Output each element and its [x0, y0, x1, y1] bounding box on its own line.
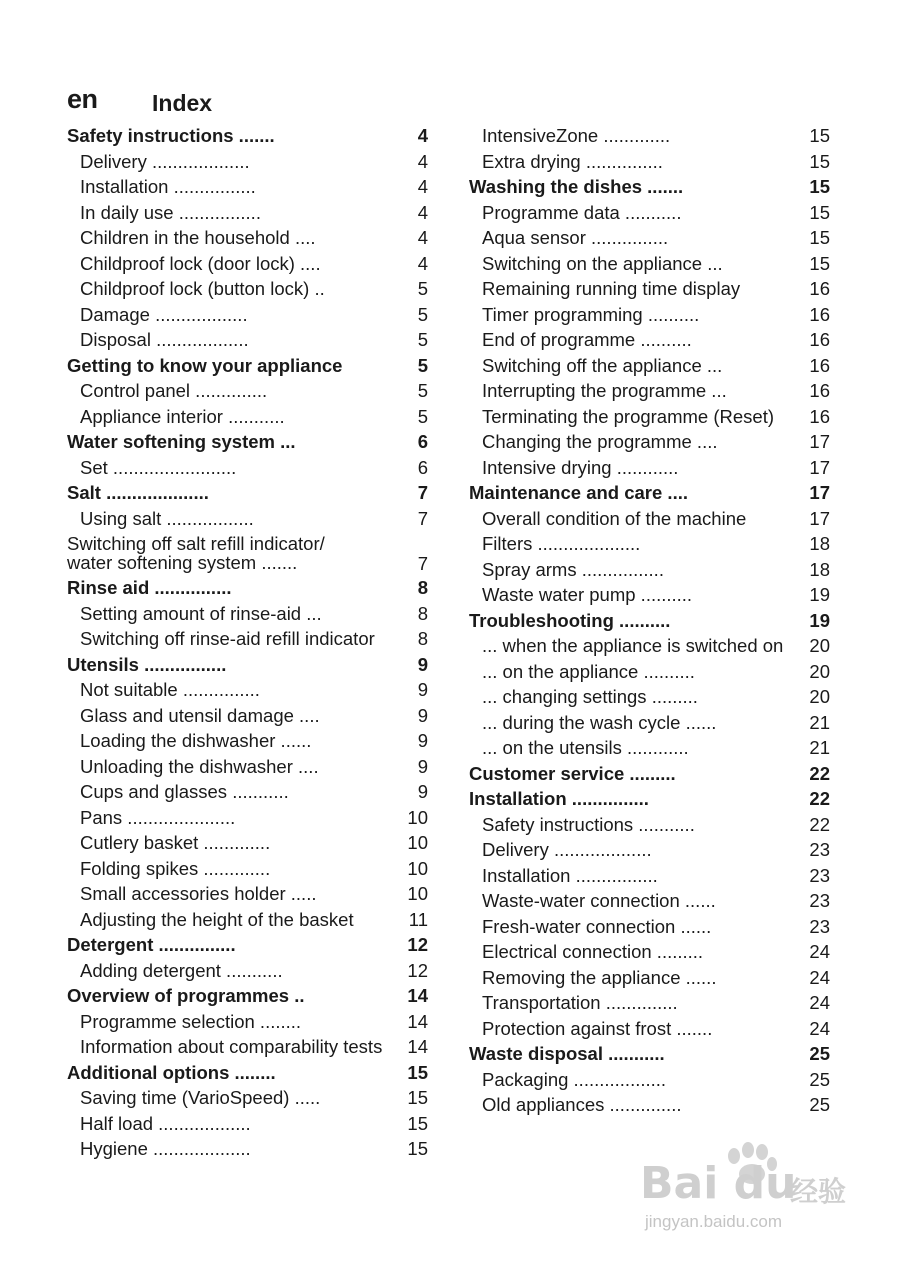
entry-page-number: 4: [417, 176, 428, 197]
entry-label: Aqua sensor ...............: [482, 227, 669, 248]
entry-label: Programme selection ........: [80, 1010, 302, 1032]
index-section-entry: [67, 480, 428, 506]
entry-label: Additional options ........: [67, 1061, 276, 1083]
entry-page-number: 19: [809, 584, 830, 605]
entry-page-number: 14: [407, 1036, 428, 1057]
entry-label: Overview of programmes ..: [67, 985, 305, 1006]
watermark-cn-text: 经验: [790, 1176, 847, 1207]
entry-page-number: 21: [809, 737, 830, 758]
entry-page-number: 5: [417, 303, 428, 325]
entry-label: Childproof lock (door lock) ....: [80, 252, 321, 274]
entry-label: Interrupting the programme ...: [482, 380, 727, 401]
entry-label: Delivery ...................: [482, 839, 652, 860]
entry-page-number: 15: [407, 1061, 428, 1083]
entry-page-number: 10: [407, 806, 428, 828]
entry-page-number: 5: [417, 354, 428, 376]
entry-label: Old appliances ..............: [482, 1094, 682, 1115]
entry-page-number: 19: [809, 609, 830, 631]
entry-label: Intensive drying ............: [482, 456, 679, 478]
index-subentry: [469, 506, 830, 532]
index-section-entry: [67, 123, 428, 149]
entry-label: Programme data ...........: [482, 201, 682, 223]
index-subentry: [67, 276, 428, 302]
index-subentry: [67, 251, 428, 277]
entry-page-number: 17: [809, 456, 830, 478]
entry-page-number: 20: [809, 635, 830, 656]
entry-page-number: 12: [407, 959, 428, 981]
entry-page-number: 9: [417, 653, 428, 675]
entry-label: Installation ................: [80, 176, 256, 197]
entry-label: Children in the household ....: [80, 227, 316, 248]
entry-page-number: 25: [809, 1043, 830, 1064]
entry-page-number: 5: [417, 380, 428, 401]
entry-page-number: 16: [809, 405, 830, 427]
entry-page-number: 21: [809, 711, 830, 733]
entry-label: Installation ................: [482, 864, 658, 886]
index-subentry: [469, 531, 830, 557]
index-subentry: [67, 1111, 428, 1137]
entry-label: Cutlery basket .............: [80, 832, 271, 853]
entry-label: Getting to know your appliance: [67, 354, 343, 376]
entry-label: Rinse aid ...............: [67, 577, 232, 598]
index-subentry: [67, 174, 428, 200]
entry-page-number: 16: [809, 354, 830, 376]
entry-page-number: 24: [809, 941, 830, 962]
entry-page-number: 17: [809, 431, 830, 452]
entry-page-number: 17: [809, 507, 830, 529]
index-subentry: [469, 863, 830, 889]
entry-label: Damage ..................: [80, 303, 248, 325]
entry-page-number: 4: [417, 227, 428, 248]
page-title: Index: [152, 90, 213, 116]
entry-label: ... during the wash cycle ......: [482, 711, 717, 733]
entry-page-number: 4: [417, 201, 428, 223]
entry-label: Adjusting the height of the basket: [80, 908, 354, 930]
index-subentry: [469, 965, 830, 991]
index-subentry: [469, 1092, 830, 1118]
index-subentry: [67, 830, 428, 856]
entry-page-number: 23: [809, 839, 830, 860]
entry-page-number: 6: [417, 456, 428, 478]
entry-label: Protection against frost .......: [482, 1017, 713, 1039]
index-section-entry: [67, 932, 428, 958]
index-section-entry: [67, 652, 428, 678]
entry-page-number: 22: [809, 788, 830, 809]
entry-label: Glass and utensil damage ....: [80, 704, 320, 726]
index-section-entry: [469, 786, 830, 812]
entry-label: Electrical connection .........: [482, 941, 704, 962]
entry-label: Safety instructions .......: [67, 125, 275, 146]
entry-page-number: 8: [417, 628, 428, 649]
entry-page-number: 24: [809, 966, 830, 988]
entry-page-number: 25: [809, 1068, 830, 1090]
index-subentry: [469, 149, 830, 175]
entry-page-number: 10: [407, 857, 428, 879]
entry-page-number: 15: [809, 125, 830, 146]
entry-label: Remaining running time display: [482, 278, 741, 299]
index-subentry: [67, 907, 428, 933]
entry-label: Appliance interior ...........: [80, 405, 285, 427]
entry-label: Extra drying ...............: [482, 150, 663, 172]
entry-page-number: 9: [417, 704, 428, 726]
index-subentry: [469, 837, 830, 863]
index-subentry: [67, 302, 428, 328]
entry-label: Washing the dishes .......: [469, 176, 684, 197]
index-subentry: [67, 601, 428, 627]
index-subentry: [469, 888, 830, 914]
index-column-left: [67, 123, 428, 1162]
entry-page-number: 18: [809, 533, 830, 554]
entry-label: IntensiveZone .............: [482, 125, 671, 146]
index-column-right: [469, 123, 830, 1118]
entry-label: Terminating the programme (Reset): [482, 405, 774, 427]
entry-label: Switching off rinse-aid refill indicator: [80, 628, 375, 649]
entry-page-number: 25: [809, 1094, 830, 1115]
entry-page-number: 8: [417, 602, 428, 624]
index-subentry: [67, 728, 428, 754]
entry-label: ... changing settings .........: [482, 686, 698, 707]
entry-page-number: 4: [417, 125, 428, 146]
entry-page-number: 15: [809, 176, 830, 197]
index-subentry: [469, 404, 830, 430]
entry-page-number: 9: [417, 730, 428, 751]
entry-label: Packaging ..................: [482, 1068, 667, 1090]
entry-page-number: 20: [809, 686, 830, 707]
index-subentry: [67, 378, 428, 404]
index-subentry: [67, 1136, 428, 1162]
entry-label: ... on the appliance ..........: [482, 660, 695, 682]
entry-label: ... on the utensils ............: [482, 737, 689, 758]
entry-label: Half load ..................: [80, 1112, 251, 1134]
entry-page-number: 15: [407, 1087, 428, 1108]
entry-page-number: 10: [407, 832, 428, 853]
index-section-entry: [67, 983, 428, 1009]
entry-label: Changing the programme ....: [482, 431, 718, 452]
index-section-entry: [469, 480, 830, 506]
entry-label: Switching off the appliance ...: [482, 354, 723, 376]
entry-page-number: 15: [407, 1112, 428, 1134]
index-subentry: [67, 881, 428, 907]
entry-page-number: 14: [407, 1010, 428, 1032]
index-subentry: [469, 353, 830, 379]
entry-page-number: 16: [809, 380, 830, 401]
entry-label: Disposal ..................: [80, 329, 249, 350]
index-subentry: [469, 812, 830, 838]
index-section-entry: [469, 1041, 830, 1067]
index-subentry: [469, 123, 830, 149]
entry-page-number: 4: [417, 150, 428, 172]
entry-label: Childproof lock (button lock) ..: [80, 278, 325, 299]
index-subentry: [469, 557, 830, 583]
entry-page-number: 6: [417, 431, 428, 452]
index-subentry: [67, 626, 428, 652]
entry-label: Troubleshooting ..........: [469, 609, 671, 631]
index-subentry: [469, 659, 830, 685]
index-subentry: [67, 754, 428, 780]
entry-label: Switching off salt refill indicator/ water softening system .......: [67, 533, 325, 573]
entry-page-number: 18: [809, 558, 830, 580]
index-subentry: [67, 1085, 428, 1111]
index-subentry: [67, 1009, 428, 1035]
entry-label: ... when the appliance is switched on: [482, 635, 784, 656]
entry-page-number: 15: [407, 1138, 428, 1159]
entry-label: Loading the dishwasher ......: [80, 730, 312, 751]
entry-page-number: 24: [809, 992, 830, 1013]
entry-page-number: 23: [809, 890, 830, 911]
entry-label: Fresh-water connection ......: [482, 915, 712, 937]
entry-label: Delivery ...................: [80, 150, 250, 172]
entry-page-number: 16: [809, 329, 830, 350]
index-subentry: [469, 276, 830, 302]
index-subentry: [67, 455, 428, 481]
index-section-entry: [67, 429, 428, 455]
index-subentry: [469, 378, 830, 404]
entry-page-number: 17: [809, 482, 830, 503]
index-subentry: [469, 429, 830, 455]
entry-page-number: 7: [417, 553, 428, 574]
entry-label: Filters ....................: [482, 533, 641, 554]
entry-page-number: 16: [809, 278, 830, 299]
entry-page-number: 5: [417, 278, 428, 299]
entry-page-number: 23: [809, 864, 830, 886]
index-section-entry: [67, 353, 428, 379]
language-code: en: [67, 84, 98, 114]
entry-label: Using salt .................: [80, 507, 254, 529]
entry-label: Removing the appliance ......: [482, 966, 717, 988]
entry-page-number: 9: [417, 755, 428, 777]
entry-label: Maintenance and care ....: [469, 482, 688, 503]
index-subentry: [469, 251, 830, 277]
entry-label: Safety instructions ...........: [482, 813, 695, 835]
index-subentry: [67, 225, 428, 251]
index-subentry: [67, 703, 428, 729]
index-subentry: [67, 856, 428, 882]
entry-label: Setting amount of rinse-aid ...: [80, 602, 322, 624]
entry-label: Spray arms ................: [482, 558, 664, 580]
index-section-entry: [469, 174, 830, 200]
entry-page-number: 20: [809, 660, 830, 682]
index-subentry: [67, 805, 428, 831]
index-subentry: [469, 684, 830, 710]
index-subentry: [67, 958, 428, 984]
watermark-url: jingyan.baidu.com: [645, 1212, 783, 1231]
entry-label: Control panel ..............: [80, 380, 268, 401]
index-subentry: [469, 582, 830, 608]
watermark-logo-text: Bai du: [640, 1158, 797, 1209]
index-subentry: [67, 200, 428, 226]
entry-label: Cups and glasses ...........: [80, 781, 289, 802]
entry-page-number: 9: [417, 679, 428, 700]
entry-label: Water softening system ...: [67, 431, 296, 452]
index-subentry: [67, 327, 428, 353]
index-subentry: [67, 779, 428, 805]
index-subentry: [67, 1034, 428, 1060]
entry-page-number: 12: [407, 934, 428, 955]
entry-label: Overall condition of the machine: [482, 507, 747, 529]
entry-page-number: 15: [809, 227, 830, 248]
entry-label: Adding detergent ...........: [80, 959, 283, 981]
entry-label: Salt ....................: [67, 482, 209, 503]
entry-label: Unloading the dishwasher ....: [80, 755, 319, 777]
entry-label: Waste-water connection ......: [482, 890, 716, 911]
entry-page-number: 11: [408, 908, 428, 930]
index-subentry: [67, 677, 428, 703]
entry-page-number: 22: [809, 813, 830, 835]
entry-page-number: 15: [809, 252, 830, 274]
entry-label: Hygiene ...................: [80, 1138, 251, 1159]
entry-label: In daily use ................: [80, 201, 261, 223]
entry-page-number: 14: [407, 985, 428, 1006]
entry-page-number: 7: [417, 482, 428, 503]
entry-label: Waste disposal ...........: [469, 1043, 665, 1064]
entry-page-number: 22: [809, 762, 830, 784]
entry-page-number: 5: [417, 405, 428, 427]
entry-label: Folding spikes .............: [80, 857, 271, 879]
index-subentry: [469, 302, 830, 328]
entry-label: Customer service .........: [469, 762, 676, 784]
index-subentry: [67, 404, 428, 430]
entry-page-number: 10: [407, 883, 428, 904]
index-subentry: [469, 990, 830, 1016]
entry-page-number: 7: [417, 507, 428, 529]
entry-label: Transportation ..............: [482, 992, 678, 1013]
entry-page-number: 15: [809, 201, 830, 223]
entry-label: Installation ...............: [469, 788, 649, 809]
index-subentry: [469, 327, 830, 353]
index-subentry: [469, 225, 830, 251]
entry-page-number: 24: [809, 1017, 830, 1039]
entry-page-number: 8: [417, 577, 428, 598]
entry-label: Not suitable ...............: [80, 679, 260, 700]
entry-label: Timer programming ..........: [482, 303, 700, 325]
entry-page-number: 9: [417, 781, 428, 802]
index-subentry: [469, 633, 830, 659]
index-subentry: [469, 735, 830, 761]
entry-label: Information about comparability tests: [80, 1036, 383, 1057]
entry-page-number: 23: [809, 915, 830, 937]
index-subentry: [67, 531, 428, 575]
baidu-watermark: [640, 1140, 860, 1250]
index-subentry: [67, 506, 428, 532]
entry-label: Detergent ...............: [67, 934, 236, 955]
index-section-entry: [469, 761, 830, 787]
entry-label: Utensils ................: [67, 653, 227, 675]
entry-label: Set ........................: [80, 456, 237, 478]
entry-label: Small accessories holder .....: [80, 883, 317, 904]
entry-label: End of programme ..........: [482, 329, 692, 350]
entry-label: Saving time (VarioSpeed) .....: [80, 1087, 321, 1108]
entry-label: Switching on the appliance ...: [482, 252, 723, 274]
index-subentry: [469, 939, 830, 965]
index-section-entry: [469, 608, 830, 634]
index-subentry: [469, 914, 830, 940]
index-subentry: [469, 455, 830, 481]
index-subentry: [469, 200, 830, 226]
entry-page-number: 5: [417, 329, 428, 350]
entry-label: Pans .....................: [80, 806, 236, 828]
entry-page-number: 4: [417, 252, 428, 274]
index-subentry: [469, 710, 830, 736]
index-subentry: [469, 1067, 830, 1093]
entry-label: Waste water pump ..........: [482, 584, 693, 605]
index-subentry: [67, 149, 428, 175]
entry-page-number: 15: [809, 150, 830, 172]
index-section-entry: [67, 1060, 428, 1086]
index-subentry: [469, 1016, 830, 1042]
entry-page-number: 16: [809, 303, 830, 325]
index-section-entry: [67, 575, 428, 601]
